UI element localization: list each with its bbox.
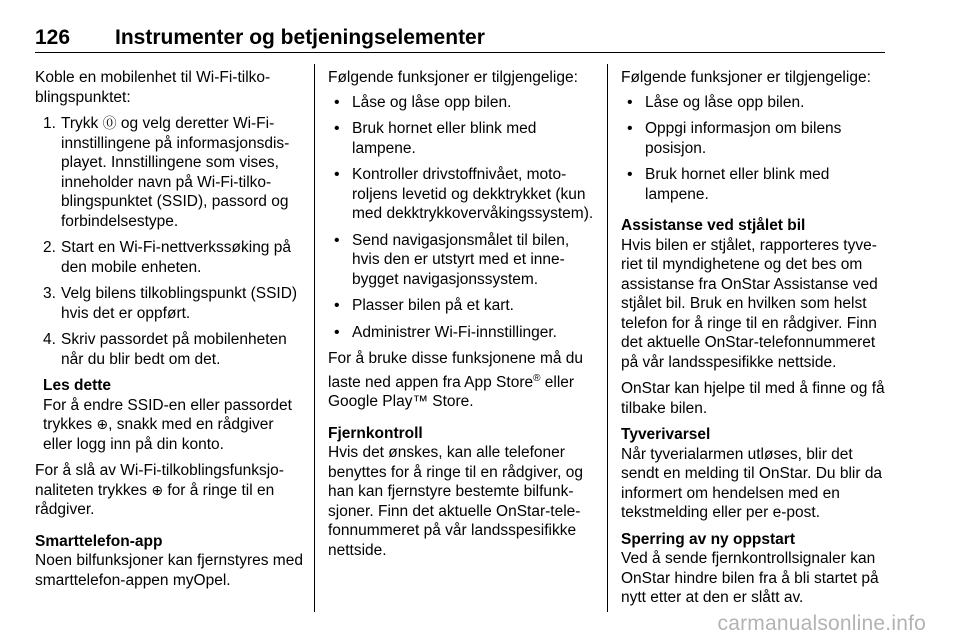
list-item: • Oppgi informasjon om bilens posisjon. — [621, 119, 889, 158]
list-item: • Kontroller drivstoffnivået, motoroljens levetid og dekktrykket (kun med dekktrykkovervåkingssystem). — [328, 165, 594, 224]
stolen-functions-intro: Følgende funksjoner er tilgjengelige: — [621, 69, 871, 86]
step-text-pre: Trykk — [61, 115, 103, 132]
step-text: Velg bilens tilkoblingspunkt (SSID) hvis det er oppført. — [61, 285, 298, 322]
step-text: Start en Wi-Fi-nettverkssøking på den mobile enheten. — [61, 239, 291, 276]
stolen-vehicle-text: Hvis bilen er stjålet, rapporteres tyveriet til myndighetene og det bes om assistanse fra OnStar Assistanse ved stjålet bil. Bruk en hvilken som helst telefon for å ringe til en rådgiver. Finn det aktuelle OnStar-telefonnummeret på vår landsspesifikke nettside. — [621, 236, 878, 371]
page-header — [35, 26, 885, 52]
store-text-post: eller Google Play™ Store. — [328, 373, 575, 411]
onstar-button-icon: ⊕ — [96, 416, 109, 432]
list-item: • Låse og låse opp bilen. — [328, 93, 594, 113]
app-functions-list — [328, 93, 594, 343]
wifi-deactivate-text — [35, 461, 305, 520]
note-text-pre: For å endre SSID-en eller passordet trykkes — [43, 396, 292, 433]
wifi-intro: Koble en mobilenhet til Wi-Fi-tilkoblingspunktet: — [35, 69, 271, 106]
step-item — [35, 284, 305, 323]
step-number: 3. — [43, 285, 56, 302]
stolen-vehicle-heading: Assistanse ved stjålet bil — [621, 217, 806, 234]
list-item: • Låse og låse opp bilen. — [621, 93, 889, 113]
watermark-logo: carmanualsonline.info — [717, 612, 926, 635]
header-rule — [35, 52, 885, 53]
settings-icon: ⓪ — [102, 115, 117, 131]
smartphone-app-text: Noen bilfunksjoner kan fjernstyres med smarttelefon-appen myOpel. — [35, 552, 303, 589]
list-item: • Administrer Wi-Fi-innstillinger. — [328, 323, 594, 343]
remote-control-heading: Fjernkontroll — [328, 424, 423, 442]
remote-control-text: Hvis det ønskes, kan alle telefoner benyttes for å ringe til en rådgiver, og han kan fjernstyre bestemte bilfunksjoner. Finn det aktuelle OnStar-telefonnummeret på vår landsspesifikke nettside. — [328, 444, 584, 559]
store-text-pre: For å bruke disse funksjonene må du laste ned appen fra App Store — [328, 350, 584, 391]
column-divider-2 — [607, 64, 608, 612]
page-number: 126 — [35, 26, 71, 49]
column-divider-1 — [314, 64, 315, 612]
page-title: Instrumenter og betjeningselementer — [115, 26, 485, 49]
note-text — [43, 396, 305, 455]
step-number: 1. — [43, 115, 56, 132]
step-text-post: og velg deretter Wi-Fi-innstillingene på informasjonsdisplayet. Innstillingene som vises, inneholder navn på Wi-Fi-tilkoblingspunktet (SSID), passord og forbindelsestype. — [61, 115, 290, 230]
step-item — [35, 238, 305, 277]
column-3 — [621, 68, 889, 615]
theft-alarm-text: Når tyverialarmen utløses, blir det sendt en melding til OnStar. Du blir da informert om hendelsen med en tekstmelding eller per e-post. — [621, 445, 883, 521]
wifi-steps — [35, 114, 305, 369]
note-heading: Les dette — [43, 377, 112, 394]
column-1 — [35, 68, 305, 597]
step-text: Skriv passordet på mobilenheten når du blir bedt om det. — [61, 331, 287, 368]
registered-mark: ® — [533, 372, 541, 384]
column-2 — [328, 68, 594, 567]
stolen-functions-list — [621, 93, 889, 205]
app-store-text — [328, 349, 594, 412]
list-item: • Bruk hornet eller blink med lampene. — [328, 119, 594, 158]
stolen-vehicle-text-2: OnStar kan hjelpe til med å finne og få tilbake bilen. — [621, 380, 885, 417]
theft-alarm-heading: Tyverivarsel — [621, 426, 711, 443]
onstar-button-icon: ⊕ — [151, 481, 164, 498]
restart-block-text: Ved å sende fjernkontrollsignaler kan OnStar hindre bilen fra å bli startet på nytt etter at den er slått av. — [621, 550, 879, 606]
app-functions-intro: Følgende funksjoner er tilgjengelige: — [328, 69, 578, 86]
step-number: 4. — [43, 331, 56, 348]
restart-block-heading: Sperring av ny oppstart — [621, 530, 795, 548]
list-item: • Bruk hornet eller blink med lampene. — [621, 165, 889, 204]
step-item — [35, 330, 305, 369]
step-number: 2. — [43, 239, 56, 256]
smartphone-app-heading: Smarttelefon-app — [35, 532, 163, 550]
deactivate-text-post: for å ringe til en rådgiver. — [35, 481, 275, 518]
list-item: • Send navigasjonsmålet til bilen, hvis den er utstyrt med et innebygget navigasjonssystem. — [328, 231, 594, 290]
list-item: • Plasser bilen på et kart. — [328, 296, 594, 316]
note-box — [43, 376, 305, 454]
note-text-post: , snakk med en rådgiver eller logg inn på din konto. — [43, 416, 274, 453]
step-item — [35, 114, 305, 231]
deactivate-text-pre: For å slå av Wi-Fi-tilkoblingsfunksjonaliteten trykkes — [35, 462, 284, 499]
